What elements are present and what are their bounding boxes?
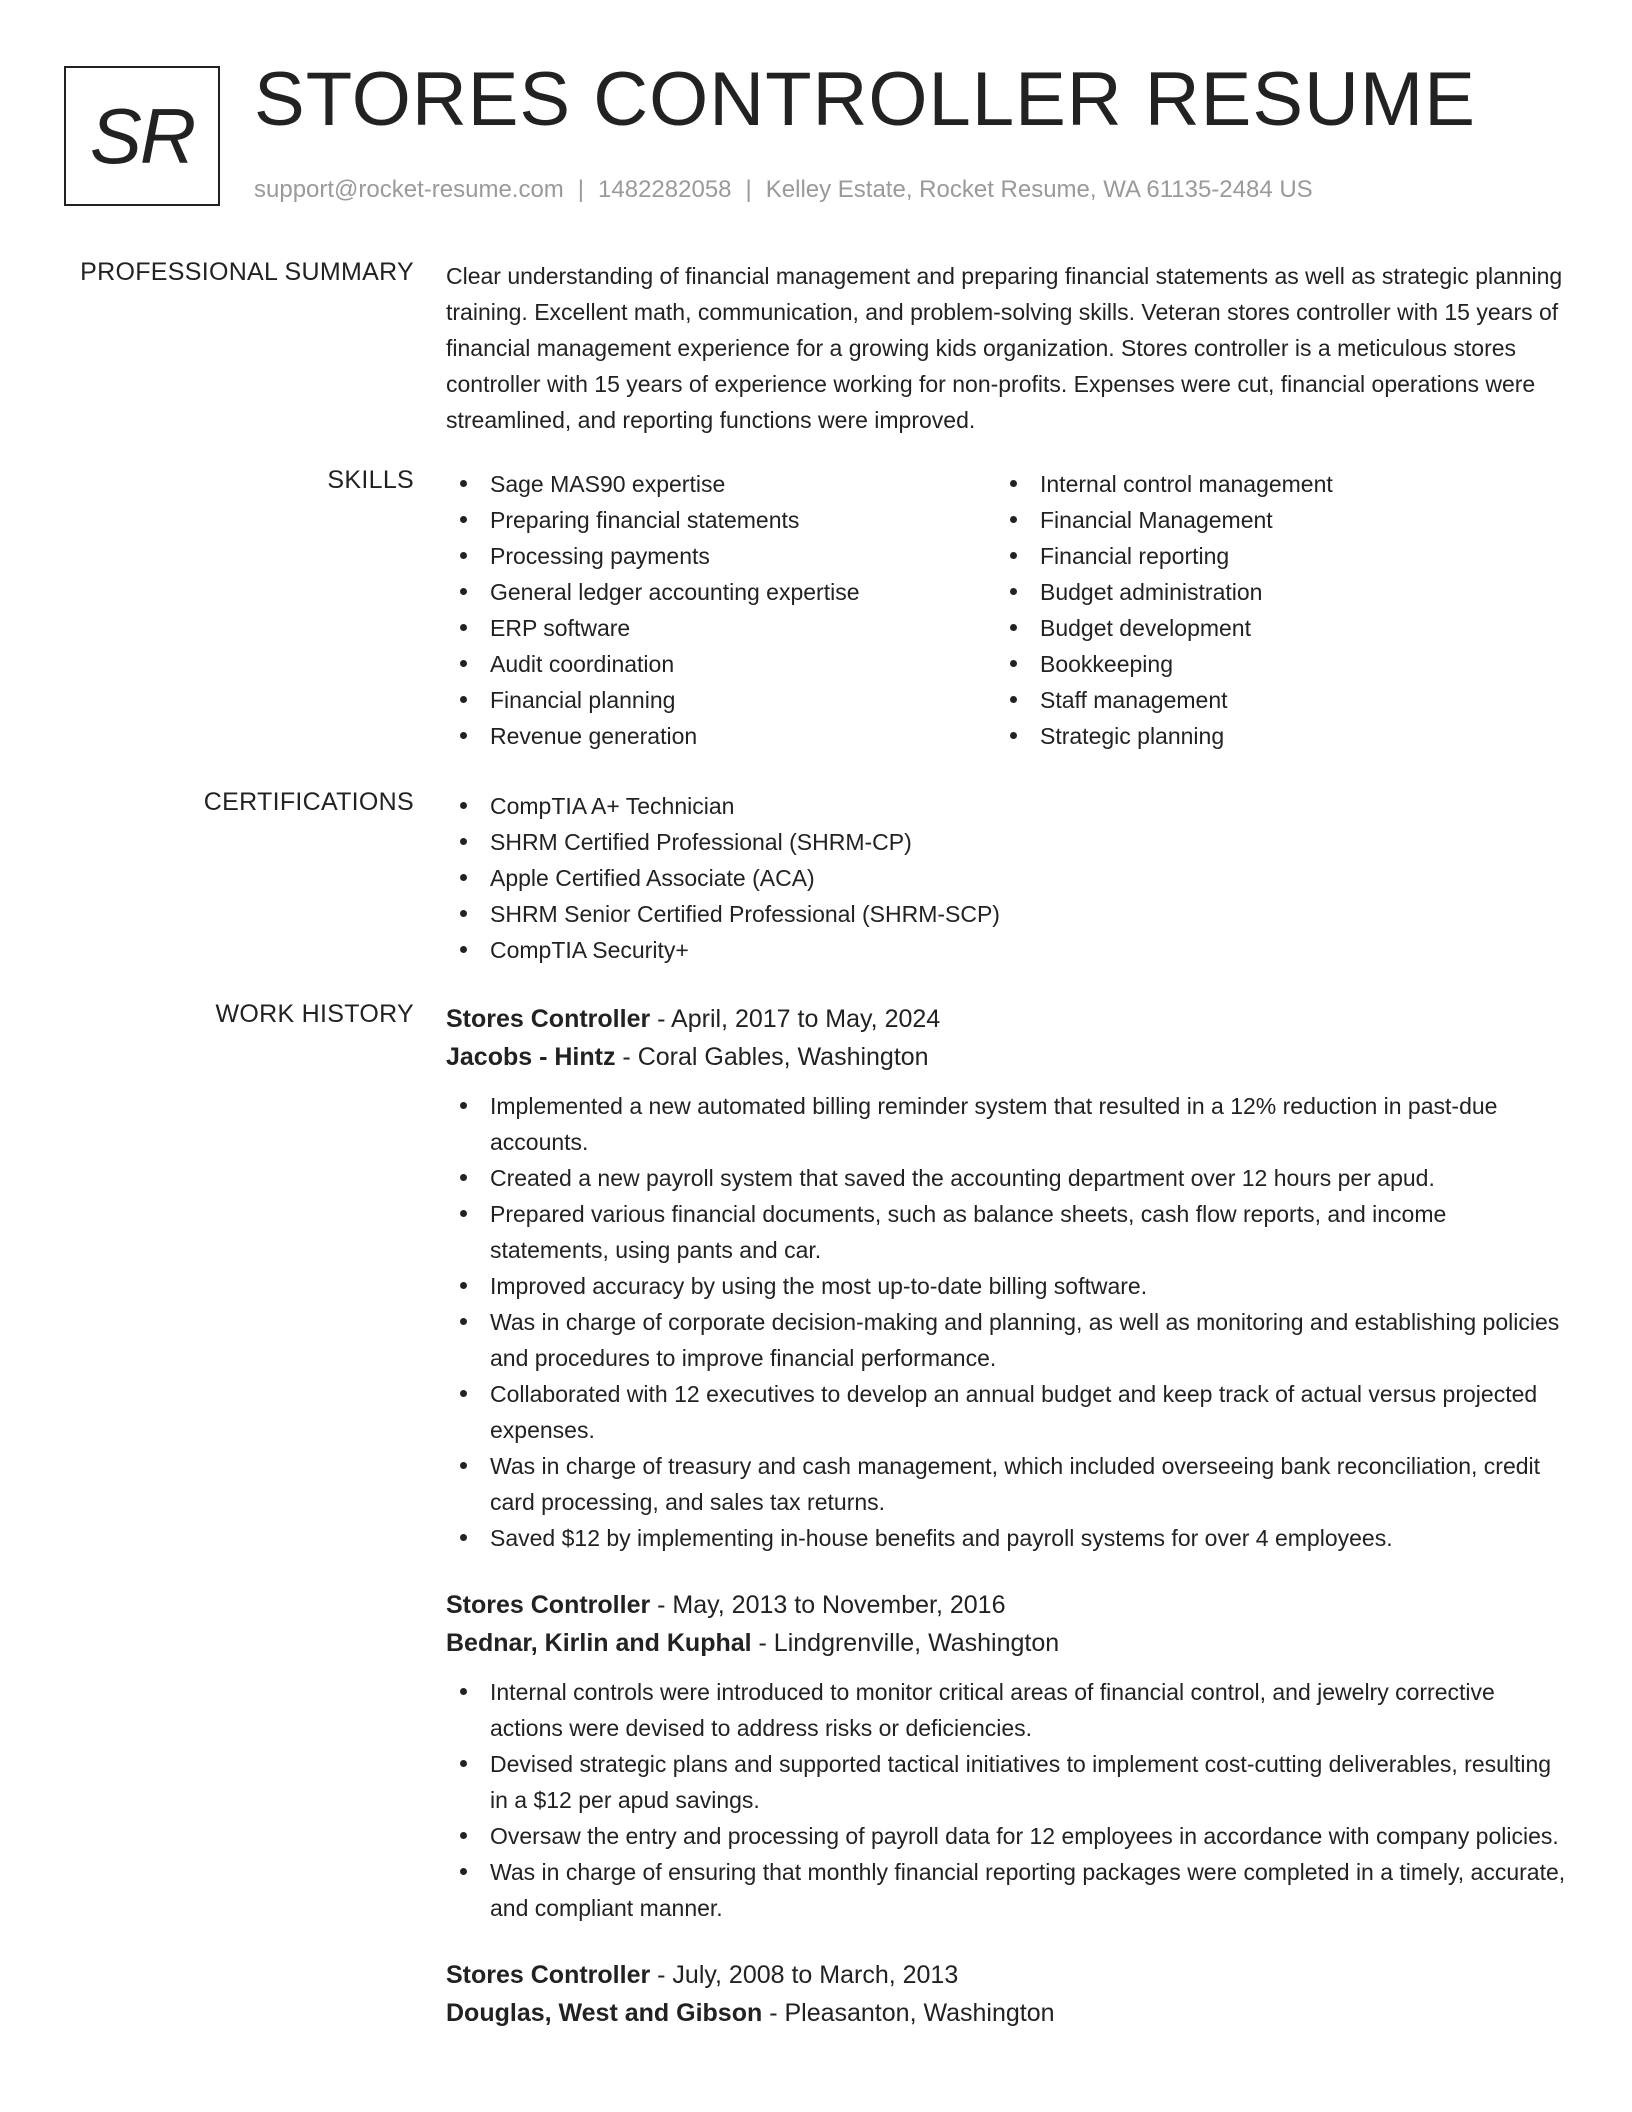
job-entry — [446, 1956, 1566, 2032]
summary-body — [446, 258, 1566, 438]
job-title: Stores Controller — [446, 1961, 651, 1989]
skill-item: Staff management — [996, 682, 1546, 718]
job-company: Douglas, West and Gibson — [446, 1999, 763, 2027]
job-entry — [446, 1586, 1566, 1926]
skill-item: Sage MAS90 expertise — [446, 466, 996, 502]
job-title: Stores Controller — [446, 1591, 651, 1619]
job-entry — [446, 1000, 1566, 1556]
skill-item: Processing payments — [446, 538, 996, 574]
skill-item: Financial reporting — [996, 538, 1546, 574]
skills-body — [446, 466, 1566, 754]
contact-address: Kelley Estate, Rocket Resume, WA 61135-2484 US — [765, 176, 1313, 203]
skill-item: Financial Management — [996, 502, 1546, 538]
skill-item: Internal control management — [996, 466, 1546, 502]
job-dates: - April, 2017 to May, 2024 — [650, 1005, 941, 1033]
certifications-list — [446, 788, 1566, 968]
job-title: Stores Controller — [446, 1005, 651, 1033]
job-duty: Was in charge of corporate decision-making and planning, as well as monitoring and establishing policies and procedures to improve financial performance. — [446, 1304, 1566, 1376]
job-duty: Improved accuracy by using the most up-to-date billing software. — [446, 1268, 1566, 1304]
skills-list-left — [446, 466, 996, 754]
job-title-line — [446, 1586, 1566, 1624]
certification-item: CompTIA A+ Technician — [446, 788, 1566, 824]
job-duty: Was in charge of ensuring that monthly financial reporting packages were completed in a timely, accurate, and compliant manner. — [446, 1854, 1566, 1926]
contact-separator: | — [577, 176, 585, 203]
summary-heading: PROFESSIONAL SUMMARY — [80, 258, 414, 286]
certifications-heading: CERTIFICATIONS — [203, 788, 414, 816]
contact-email: support@rocket-resume.com — [254, 176, 564, 203]
skill-item: Budget administration — [996, 574, 1546, 610]
job-company: Bednar, Kirlin and Kuphal — [446, 1629, 752, 1657]
certifications-body — [446, 788, 1566, 968]
contact-separator: | — [745, 176, 752, 203]
job-location: - Pleasanton, Washington — [762, 1999, 1055, 2027]
work-history-heading: WORK HISTORY — [215, 1000, 414, 1028]
work-history-body — [446, 1000, 1566, 2062]
skill-item: Strategic planning — [996, 718, 1546, 754]
job-duty: Devised strategic plans and supported tactical initiatives to implement cost-cutting deliverables, resulting in a $12 per apud savings. — [446, 1746, 1566, 1818]
skills-heading: SKILLS — [327, 466, 414, 494]
certification-item: CompTIA Security+ — [446, 932, 1566, 968]
job-duty: Implemented a new automated billing reminder system that resulted in a 12% reduction in past-due accounts. — [446, 1088, 1566, 1160]
skill-item: ERP software — [446, 610, 996, 646]
skill-item: Financial planning — [446, 682, 996, 718]
job-title-line — [446, 1000, 1566, 1038]
skill-item: General ledger accounting expertise — [446, 574, 996, 610]
job-duty: Created a new payroll system that saved the accounting department over 12 hours per apud. — [446, 1160, 1566, 1196]
job-dates: - May, 2013 to November, 2016 — [650, 1591, 1006, 1619]
skill-item: Audit coordination — [446, 646, 996, 682]
job-location: - Coral Gables, Washington — [615, 1043, 929, 1071]
job-duty: Prepared various financial documents, such as balance sheets, cash flow reports, and income statements, using pants and car. — [446, 1196, 1566, 1268]
job-company: Jacobs - Hintz — [446, 1043, 616, 1071]
certification-item: SHRM Senior Certified Professional (SHRM-SCP) — [446, 896, 1566, 932]
certification-item: Apple Certified Associate (ACA) — [446, 860, 1566, 896]
contact-line — [254, 176, 1313, 204]
job-duty: Internal controls were introduced to monitor critical areas of financial control, and jewelry corrective actions were devised to address risks or deficiencies. — [446, 1674, 1566, 1746]
job-duties-list — [446, 1674, 1566, 1926]
resume-title: STORES CONTROLLER RESUME — [254, 57, 1476, 142]
skill-item: Preparing financial statements — [446, 502, 996, 538]
job-dates: - July, 2008 to March, 2013 — [650, 1961, 959, 1989]
skills-list-right — [996, 466, 1546, 754]
job-company-line — [446, 1038, 1566, 1076]
job-company-line — [446, 1994, 1566, 2032]
summary-text: Clear understanding of financial management and preparing financial statements as well as strategic planning training. Excellent math, communication, and problem-solving skills. Veteran stores controller with 15 years of financial management experience for a growing kids organization. Stores controller is a meticulous stores controller with 15 years of experience working for non-profits. Expenses were cut, financial operations were streamlined, and reporting functions were improved. — [446, 263, 1563, 433]
job-duty: Was in charge of treasury and cash management, which included overseeing bank reconciliation, credit card processing, and sales tax returns. — [446, 1448, 1566, 1520]
job-location: - Lindgrenville, Washington — [751, 1629, 1060, 1657]
monogram-logo: SR — [64, 66, 220, 206]
contact-phone: 1482282058 — [598, 176, 732, 203]
job-duty: Oversaw the entry and processing of payroll data for 12 employees in accordance with company policies. — [446, 1818, 1566, 1854]
skill-item: Revenue generation — [446, 718, 996, 754]
job-duty: Saved $12 by implementing in-house benefits and payroll systems for over 4 employees. — [446, 1520, 1566, 1556]
job-duties-list — [446, 1088, 1566, 1556]
job-title-line — [446, 1956, 1566, 1994]
job-company-line — [446, 1624, 1566, 1662]
job-duty: Collaborated with 12 executives to develop an annual budget and keep track of actual versus projected expenses. — [446, 1376, 1566, 1448]
certification-item: SHRM Certified Professional (SHRM-CP) — [446, 824, 1566, 860]
skill-item: Budget development — [996, 610, 1546, 646]
skill-item: Bookkeeping — [996, 646, 1546, 682]
skills-grid — [446, 466, 1566, 754]
